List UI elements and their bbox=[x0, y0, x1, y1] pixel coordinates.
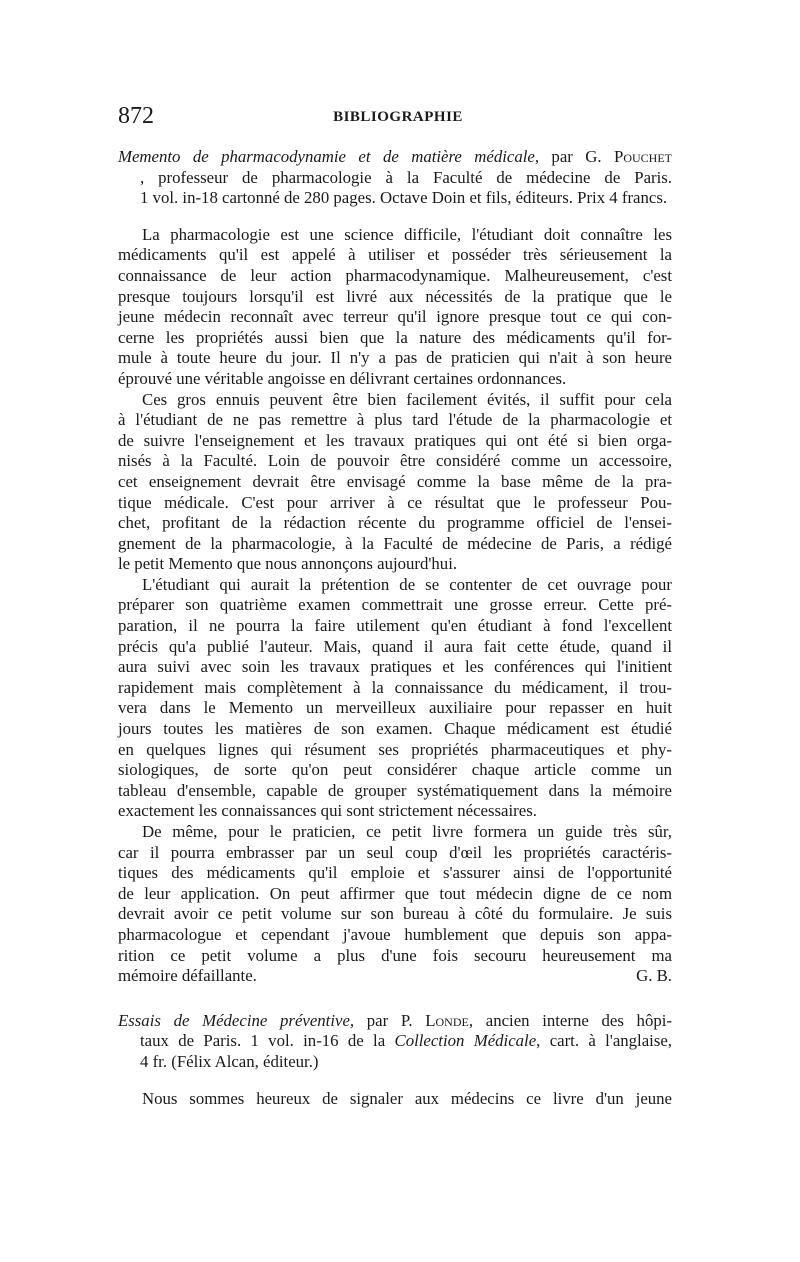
citation-text: , professeur de pharmacologie à la Faculté de médecine de Paris. bbox=[140, 167, 672, 187]
text-line: chet, profitant de la rédaction récente du programme officiel de l'ensei- bbox=[118, 513, 672, 533]
citation-text: , ancien interne des hôpi- bbox=[468, 1010, 672, 1030]
text-line: pharmacologue et cependant j'avoue humblement que depuis son appa- bbox=[118, 924, 672, 944]
book-title: Memento de pharmacodynamie et de matière médicale, bbox=[118, 147, 540, 166]
text-line: médicaments qu'il est appelé à utiliser et posséder très sérieusement la bbox=[118, 245, 672, 265]
citation-line bbox=[118, 1052, 672, 1073]
citation-text: 1 vol. in-18 cartonné de 280 pages. Octave Doin et fils, éditeurs. Prix 4 francs. bbox=[140, 188, 668, 208]
text-line: paration, il ne pourra la faire utilement qu'en étudiant à fond l'excellent bbox=[118, 616, 672, 636]
text-line: en quelques lignes qui résument ses propriétés pharmaceutiques et phy- bbox=[118, 739, 672, 759]
text-line: jeune médecin reconnaît avec terreur qu'il ignore presque tout ce qui con- bbox=[118, 307, 672, 327]
text-line: De même, pour le praticien, ce petit livre formera un guide très sûr, bbox=[142, 822, 672, 841]
citation-text: , cart. à l'anglaise, bbox=[536, 1031, 672, 1051]
spacer bbox=[118, 987, 672, 1011]
citation-text: 4 fr. (Félix Alcan, éditeur.) bbox=[140, 1051, 319, 1071]
running-title: BIBLIOGRAPHIE bbox=[333, 109, 463, 125]
citation-line bbox=[118, 168, 672, 189]
text-line: nisés à la Faculté. Loin de pouvoir être considéré comme un accessoire, bbox=[118, 451, 672, 471]
text-line: le petit Memento que nous annonçons aujourd'hui. bbox=[118, 554, 458, 574]
spacer bbox=[118, 1073, 672, 1089]
spacer bbox=[118, 209, 672, 225]
running-head bbox=[118, 98, 678, 134]
text-line: tiques des médicaments qu'il emploie et s'assurer ainsi de l'opportunité bbox=[118, 863, 672, 883]
series-title: Collection Médicale bbox=[394, 1031, 537, 1051]
text-line: exactement les connaissances qui sont strictement nécessaires. bbox=[118, 801, 537, 821]
text-line: vera dans le Memento un merveilleux auxiliaire pour repasser en huit bbox=[118, 698, 672, 718]
text-line: jours toutes les matières de son examen. Chaque médicament est étudié bbox=[118, 719, 672, 739]
text-line: presque toujours lorsqu'il est livré aux nécessités de la pratique que le bbox=[118, 286, 672, 306]
text-line: de leur application. On peut affirmer que tout médecin digne de ce nom bbox=[118, 883, 672, 903]
citation-line bbox=[118, 1031, 672, 1052]
text-line: connaissance de leur action pharmacodynamique. Malheureusement, c'est bbox=[118, 265, 672, 285]
page-body bbox=[118, 147, 672, 1109]
text-line: car il pourra embrasser par un seul coup d'œil les propriétés caractéris- bbox=[118, 842, 672, 862]
author-name: Pouchet bbox=[614, 147, 672, 166]
text-line: rapidement mais complètement à la connaissance du médicament, il trou- bbox=[118, 677, 672, 697]
citation-line bbox=[118, 188, 672, 209]
text-line: La pharmacologie est une science difficile, l'étudiant doit connaître les bbox=[142, 224, 672, 244]
text-line: cet enseignement devrait être envisagé comme la base même de la pra- bbox=[118, 471, 672, 491]
citation-text: par P. bbox=[354, 1010, 426, 1030]
text-line: tique médicale. C'est pour arriver à ce résultat que le professeur Pou- bbox=[118, 492, 672, 512]
text-line: à l'étudiant de ne pas remettre à plus tard l'étude de la pharmacologie et bbox=[118, 410, 672, 430]
text-line: éprouvé une véritable angoisse en délivrant certaines ordonnances. bbox=[118, 368, 567, 388]
book-title: Essais de Médecine préventive, bbox=[118, 1010, 355, 1030]
author-name: Londe bbox=[425, 1010, 469, 1030]
text-line: aura suivi avec soin les travaux pratiques et les conférences qui l'initient bbox=[118, 657, 672, 677]
text-line: précis qu'a publié l'auteur. Mais, quand il aura fait cette étude, quand il bbox=[118, 636, 672, 656]
text-line: Nous sommes heureux de signaler aux médecins ce livre d'un jeune bbox=[142, 1088, 672, 1108]
text-line: préparer son quatrième examen commettrait une grosse erreur. Cette pré- bbox=[118, 595, 672, 615]
citation-text: taux de Paris. 1 vol. in-16 de la bbox=[140, 1031, 395, 1051]
page-number: 872 bbox=[118, 103, 154, 129]
text-line: gnement de la pharmacologie, à la Faculté de médecine de Paris, a rédigé bbox=[118, 533, 672, 553]
citation-line bbox=[118, 1011, 672, 1032]
text-line: siologiques, de sorte qu'on peut considérer chaque article comme un bbox=[118, 760, 672, 780]
text-line: L'étudiant qui aurait la prétention de se contenter de cet ouvrage pour bbox=[142, 574, 672, 594]
text-line: tableau d'ensemble, capable de grouper systématiquement dans la mémoire bbox=[118, 780, 672, 800]
citation-text: par G. bbox=[539, 147, 614, 166]
text-line bbox=[118, 966, 672, 987]
citation-line bbox=[118, 147, 672, 168]
text-line: mule à toute heure du jour. Il n'y a pas de praticien qui n'ait à son heure bbox=[118, 348, 672, 368]
reviewer-signature: G. B. bbox=[636, 966, 672, 986]
text-line: cerne les propriétés aussi bien que la nature des médicaments qu'il for- bbox=[118, 327, 672, 347]
text-line: Ces gros ennuis peuvent être bien facilement évités, il suffit pour cela bbox=[142, 389, 672, 409]
text-line: devrait avoir ce petit volume sur son bureau à côté du formulaire. Je suis bbox=[118, 904, 672, 924]
text-line: rition ce petit volume a plus d'une fois secouru heureusement ma bbox=[118, 945, 672, 965]
text-line: de suivre l'enseignement et les travaux pratiques qui ont été si bien orga- bbox=[118, 430, 672, 450]
text-fragment: mémoire défaillante. bbox=[118, 966, 257, 986]
